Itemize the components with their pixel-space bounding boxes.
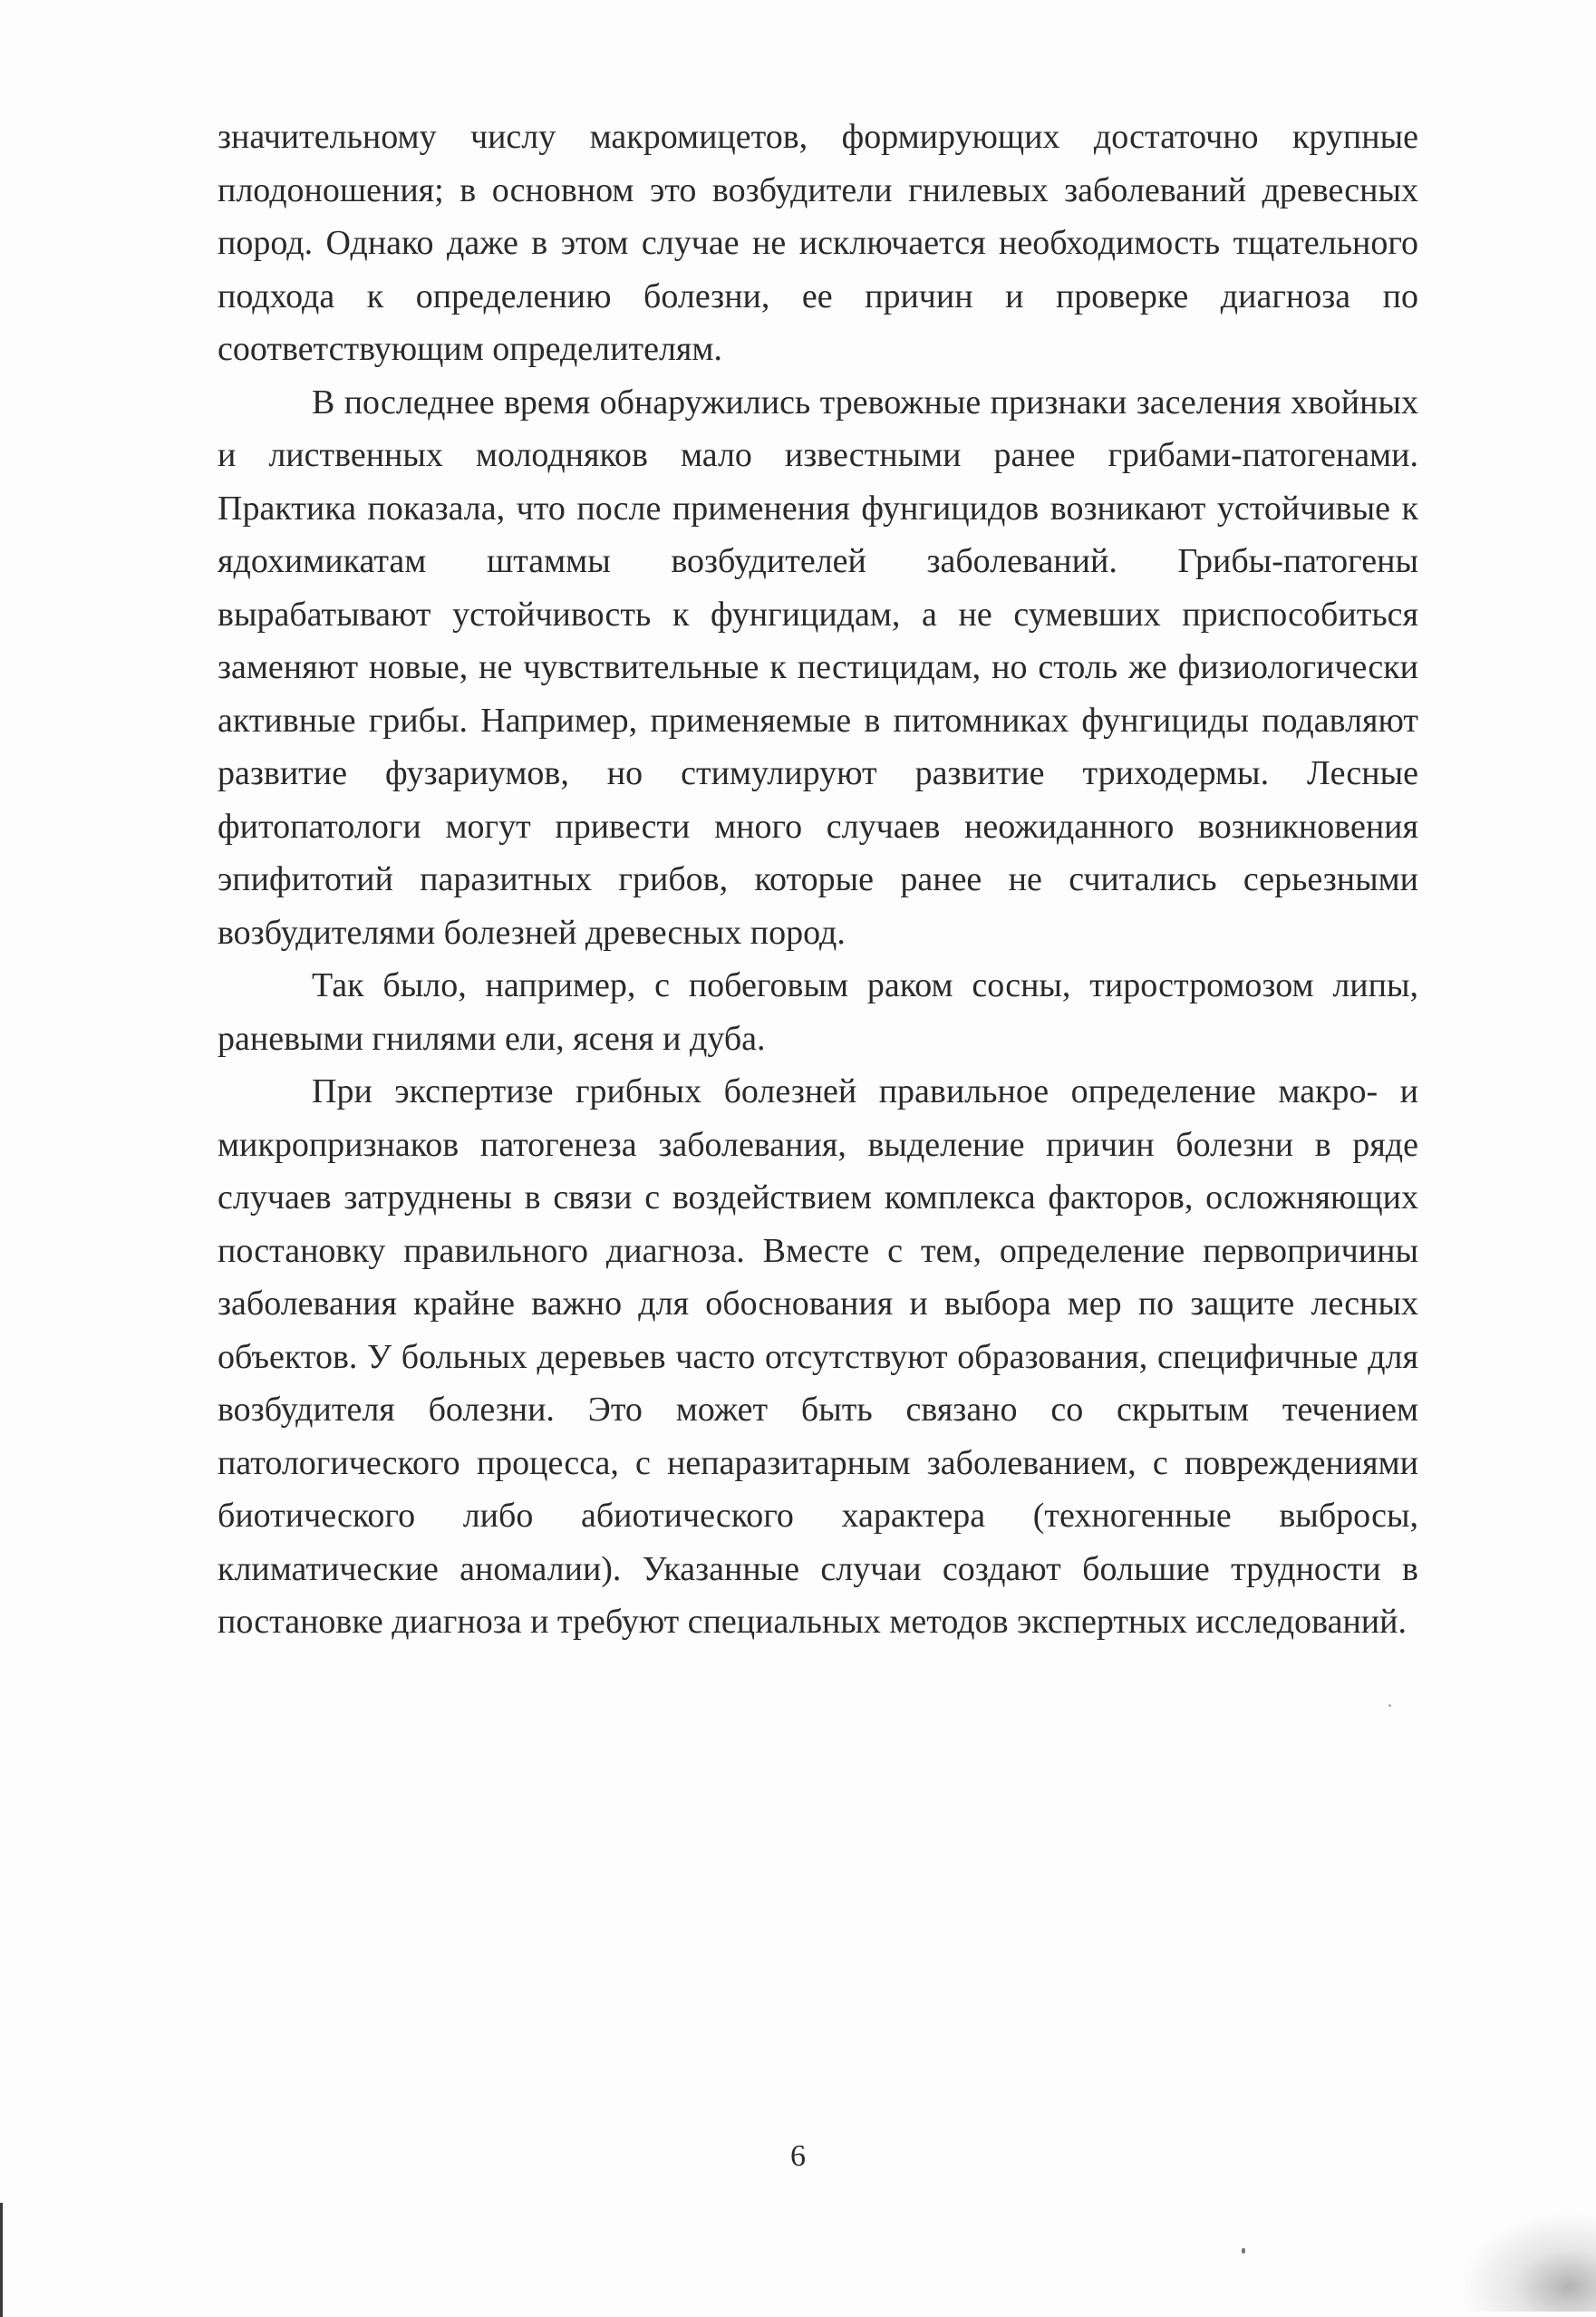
scan-speck (1242, 2248, 1245, 2254)
body-text (218, 111, 1418, 1649)
paragraph-fungi-resistance: В последнее время обнаружились тревожные признаки заселения хвойных и лиственных молодняков мало известными ранее грибами-патогенами. Практика показала, что после применения фунгицидов возникают устойчивые к ядохимикатам штаммы возбудителей заболеваний. Грибы-патогены вырабатывают устойчивость к фунгицидам, а не сумевших приспособиться заменяют новые, не чувствительные к пестицидам, но столь же физиологически активные грибы. Например, применяемые в питомниках фунгициды подавляют развитие фузариумов, но стимулируют развитие триходермы. Лесные фитопатологи могут привести много случаев неожиданного возникновения эпифитотий паразитных грибов, которые ранее не считались серьезными возбудителями болезней древесных пород. (218, 383, 1418, 952)
scan-edge-mark (0, 2203, 3, 2317)
page-number: 6 (790, 2139, 806, 2173)
scan-speck (1388, 1704, 1391, 1707)
paragraph-continuation: значительному числу макромицетов, формирующих достаточно крупные плодоношения; в основном это возбудители гнилевых заболеваний древесных пород. Однако даже в этом случае не исключается необходимость тщательного подхода к определению болезни, ее причин и проверке диагноза по соответствующим определителям. (218, 118, 1418, 368)
scan-smudge (1460, 2212, 1596, 2312)
paragraph-examples: Так было, например, с побеговым раком сосны, тиростромозом липы, раневыми гнилями ели, ясеня и дуба. (218, 966, 1418, 1058)
paragraph-expertise: При экспертизе грибных болезней правильное определение макро- и микропризнаков патогенеза заболевания, выделение причин болезни в ряде случаев затруднены в связи с воздействием комплекса факторов, осложняющих постановку правильного диагноза. Вместе с тем, определение первопричины заболевания крайне важно для обоснования и выбора мер по защите лесных объектов. У больных деревьев часто отсутствуют образования, специфичные для возбудителя болезни. Это может быть связано со скрытым течением патологического процесса, с непаразитарным заболеванием, с повреждениями биотического либо абиотического характера (техногенные выбросы, климатические аномалии). Указанные случаи создают большие трудности в постановке диагноза и требуют специальных методов экспертных исследований. (218, 1072, 1418, 1641)
